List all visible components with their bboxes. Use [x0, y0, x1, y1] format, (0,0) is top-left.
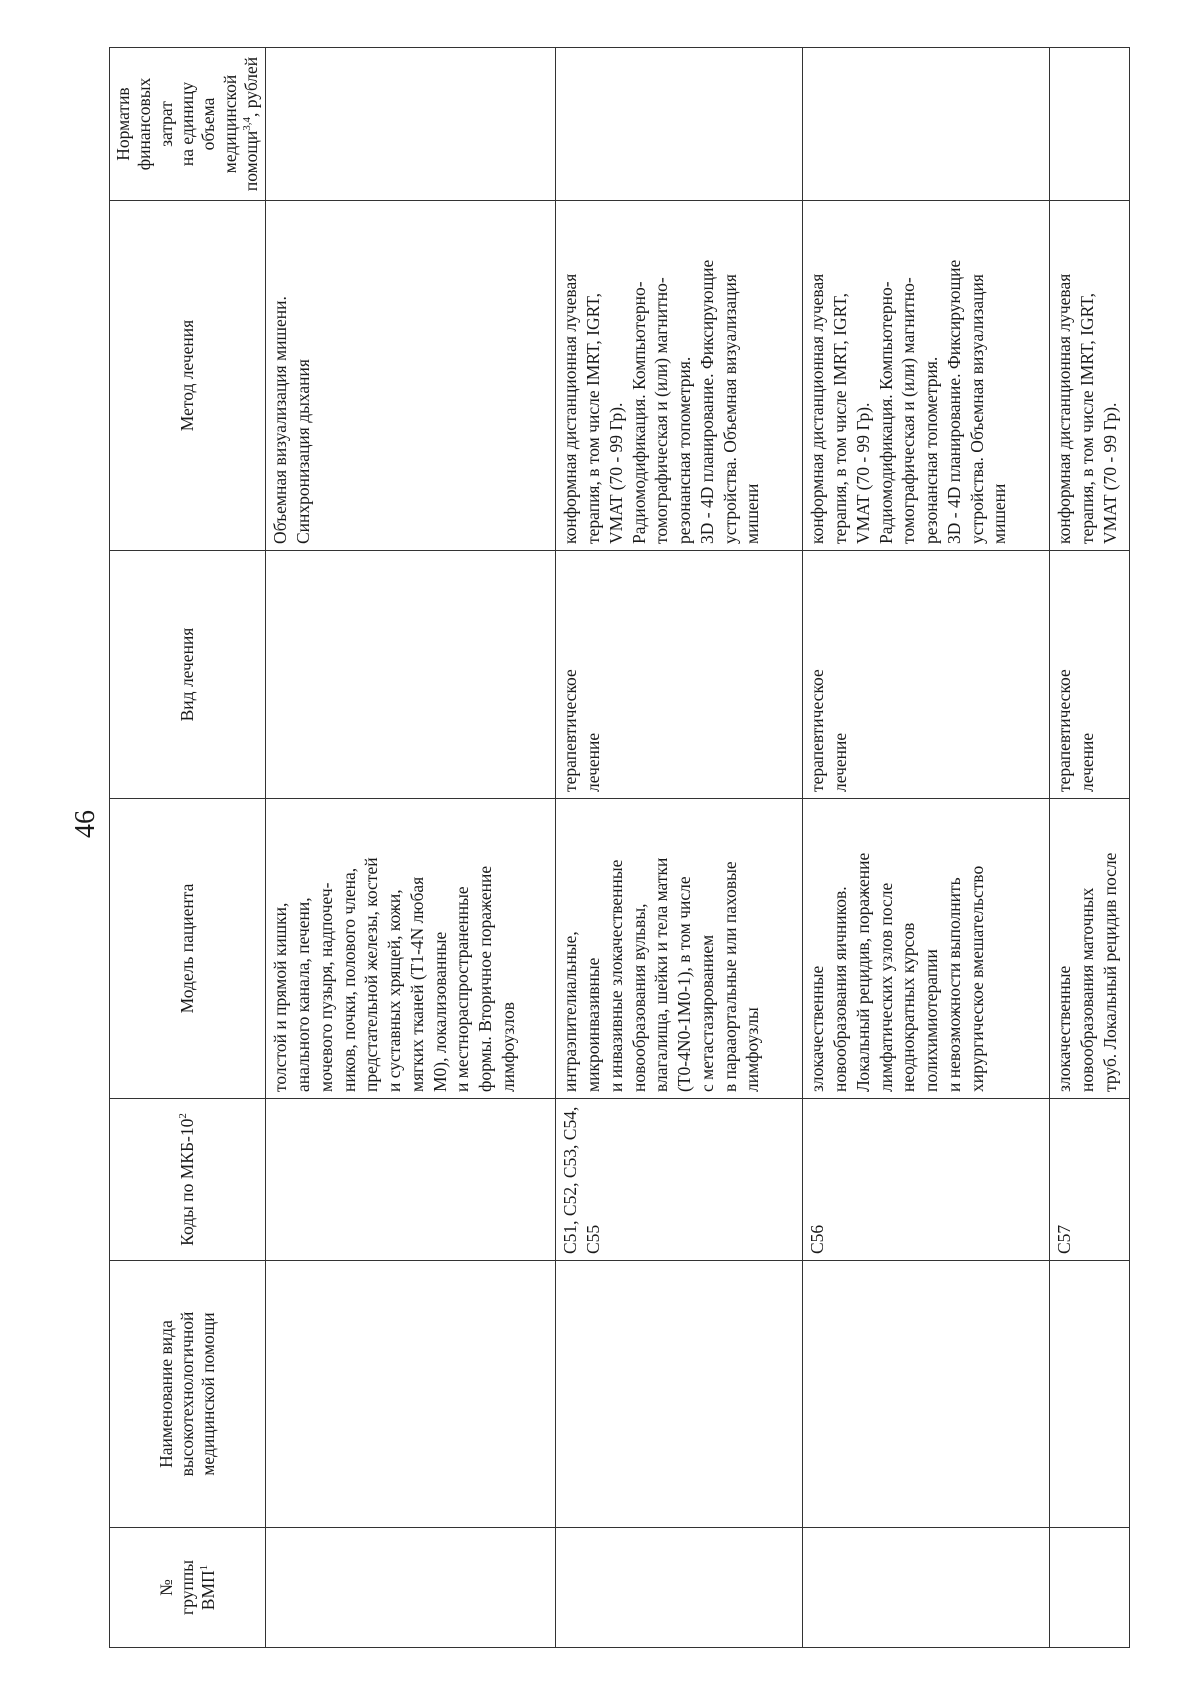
cell-type: терапевтическое лечение	[1050, 551, 1130, 799]
cell-codes: C57	[1050, 1099, 1130, 1261]
cell-group	[556, 1528, 803, 1648]
header-group: № группы ВМП$^1$	[110, 1528, 266, 1648]
header-type: Вид лечения	[110, 551, 266, 799]
cell-model: толстой и прямой кишки, анального канала, печени, мочевого пузыря, надпочеч- ников, почки, полового члена, предстательной железы, костей и суставных хрящей, кожи, мягких тканей (T1-4N любая M0), локализованные и местнораспространенные формы. Вторичное поражение лимфоузлов	[266, 799, 556, 1099]
cell-model: злокачественные новообразования маточных труб. Локальный рецидив после	[1050, 799, 1130, 1099]
cell-codes: C51, C52, C53, C54, C55	[556, 1099, 803, 1261]
header-method: Метод лечения	[110, 201, 266, 551]
cell-codes: C56	[803, 1099, 1050, 1261]
cell-norm	[266, 48, 556, 201]
table-row	[803, 48, 1050, 1648]
cell-norm	[803, 48, 1050, 201]
table-row	[556, 48, 803, 1648]
header-name: Наименование вида высокотехнологичной медицинской помощи	[110, 1261, 266, 1528]
cell-method: Объемная визуализация мишени. Синхронизация дыхания	[266, 201, 556, 551]
cell-type	[266, 551, 556, 799]
cell-group	[1050, 1528, 1130, 1648]
cell-codes	[266, 1099, 556, 1261]
cell-name	[803, 1261, 1050, 1528]
header-codes: Коды по МКБ-$10^2$	[110, 1099, 266, 1261]
vmp-table	[109, 47, 1130, 1648]
cell-name	[556, 1261, 803, 1528]
cell-method: конформная дистанционная лучевая терапия, в том числе IMRT, IGRT, VMAT (70 - 99 Гр). Радиомодификация. Компьютерно- томографическая и (или) магнитно- резонансная топометрия. 3D - 4D планирование. Фиксирующие устройства. Объемная визуализация мишени	[803, 201, 1050, 551]
cell-method: конформная дистанционная лучевая терапия, в том числе IMRT, IGRT, VMAT (70 - 99 Гр).	[1050, 201, 1130, 551]
cell-model: злокачественные новообразования яичников. Локальный рецидив, поражение лимфатических узлов после неоднократных курсов полихимиотерапии и невозможности выполнить хирургическое вмешательство	[803, 799, 1050, 1099]
cell-type: терапевтическое лечение	[803, 551, 1050, 799]
cell-model: интраэпителиальные, микроинвазивные и инвазивные злокачественные новообразования вульвы, влагалища, шейки и тела матки (T0-4N0-1M0-1), в том числе с метастазированием в парааортальные или паховые лимфоузлы	[556, 799, 803, 1099]
cell-method: конформная дистанционная лучевая терапия, в том числе IMRT, IGRT, VMAT (70 - 99 Гр). Радиомодификация. Компьютерно- томографическая и (или) магнитно- резонансная топометрия. 3D - 4D планирование. Фиксирующие устройства. Объемная визуализация мишени	[556, 201, 803, 551]
cell-name	[266, 1261, 556, 1528]
page-number: 46	[70, 810, 101, 838]
cell-norm	[1050, 48, 1130, 201]
table-row	[266, 48, 556, 1648]
rotated-table-container	[109, 48, 1120, 1648]
header-norm: Норматив финансовых затрат на единицу объема медицинской помощи$^{3,4}$, рублей	[110, 48, 266, 201]
cell-group	[266, 1528, 556, 1648]
cell-type: терапевтическое лечение	[556, 551, 803, 799]
header-model: Модель пациента	[110, 799, 266, 1099]
table-header-row	[110, 48, 266, 1648]
table-row	[1050, 48, 1130, 1648]
cell-norm	[556, 48, 803, 201]
cell-name	[1050, 1261, 1130, 1528]
cell-group	[803, 1528, 1050, 1648]
